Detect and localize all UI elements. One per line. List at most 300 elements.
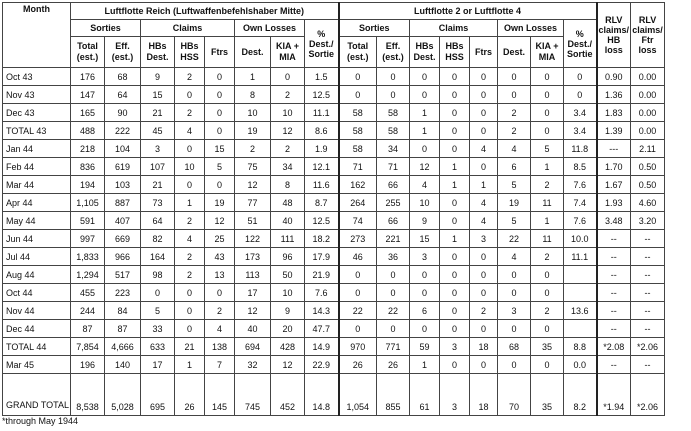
value-cell: 0 — [470, 158, 498, 176]
value-cell: 0.00 — [631, 68, 665, 86]
value-cell: -- — [597, 356, 631, 374]
grand-total-row — [3, 374, 665, 416]
value-cell: 0 — [205, 122, 235, 140]
value-cell: 455 — [71, 284, 105, 302]
value-cell: 221 — [377, 230, 410, 248]
table-row — [3, 194, 665, 212]
month-cell: Mar 45 — [3, 356, 71, 374]
header-kia-mia-2: KIA + MIA — [531, 37, 564, 68]
table-row — [3, 122, 665, 140]
value-cell: 771 — [377, 338, 410, 356]
value-cell: 96 — [271, 248, 305, 266]
value-cell: 22 — [377, 302, 410, 320]
value-cell: 0 — [440, 212, 470, 230]
value-cell: 0 — [339, 266, 377, 284]
value-cell: 165 — [71, 104, 105, 122]
value-cell: 68 — [498, 338, 531, 356]
value-cell: 7,854 — [71, 338, 105, 356]
value-cell: -- — [631, 356, 665, 374]
value-cell: 12.1 — [305, 158, 339, 176]
value-cell: 0 — [440, 356, 470, 374]
header-kia-mia: KIA + MIA — [271, 37, 305, 68]
value-cell: 21.9 — [305, 266, 339, 284]
value-cell: 0 — [175, 320, 205, 338]
value-cell: 12 — [205, 212, 235, 230]
value-cell: 0 — [531, 356, 564, 374]
value-cell: 0 — [498, 266, 531, 284]
value-cell: 0 — [531, 320, 564, 338]
value-cell: 5 — [498, 176, 531, 194]
value-cell: 517 — [105, 266, 141, 284]
month-cell: Oct 43 — [3, 68, 71, 86]
header-total-est: Total (est.) — [71, 37, 105, 68]
value-cell: 0.0 — [564, 356, 597, 374]
value-cell: 71 — [377, 158, 410, 176]
value-cell: 5,028 — [105, 374, 141, 416]
value-cell: 14.3 — [305, 302, 339, 320]
value-cell: 138 — [205, 338, 235, 356]
value-cell: -- — [631, 302, 665, 320]
value-cell: 694 — [235, 338, 271, 356]
value-cell: 3 — [498, 302, 531, 320]
value-cell: 10 — [410, 194, 440, 212]
value-cell: 966 — [105, 248, 141, 266]
value-cell: 1.9 — [305, 140, 339, 158]
value-cell: 8 — [271, 176, 305, 194]
value-cell: 2 — [498, 104, 531, 122]
value-cell: 34 — [377, 140, 410, 158]
value-cell: 273 — [339, 230, 377, 248]
value-cell: 26 — [339, 356, 377, 374]
header-total-est-2: Total (est.) — [339, 37, 377, 68]
value-cell — [564, 266, 597, 284]
month-cell: Oct 44 — [3, 284, 71, 302]
value-cell: 98 — [141, 266, 175, 284]
value-cell: 32 — [235, 356, 271, 374]
value-cell: 0 — [470, 320, 498, 338]
header-eff-est: Eff. (est.) — [105, 37, 141, 68]
value-cell: 0 — [498, 86, 531, 104]
value-cell: 2.11 — [631, 140, 665, 158]
table-row — [3, 356, 665, 374]
month-cell: Jul 44 — [3, 248, 71, 266]
value-cell: 22 — [498, 230, 531, 248]
value-cell: 0 — [410, 284, 440, 302]
value-cell: 176 — [71, 68, 105, 86]
value-cell: 164 — [141, 248, 175, 266]
value-cell: 46 — [339, 248, 377, 266]
value-cell: 0 — [440, 86, 470, 104]
table-row — [3, 284, 665, 302]
value-cell: -- — [631, 320, 665, 338]
value-cell: -- — [631, 284, 665, 302]
value-cell: 10 — [271, 284, 305, 302]
value-cell: 0 — [175, 140, 205, 158]
table-row — [3, 86, 665, 104]
value-cell: 0 — [175, 86, 205, 104]
value-cell: 0 — [531, 122, 564, 140]
value-cell: 0 — [498, 284, 531, 302]
table-row — [3, 230, 665, 248]
value-cell: 0 — [410, 266, 440, 284]
value-cell: 0 — [470, 68, 498, 86]
value-cell: 10 — [235, 104, 271, 122]
value-cell: 90 — [105, 104, 141, 122]
value-cell: 0 — [377, 320, 410, 338]
value-cell: 1,054 — [339, 374, 377, 416]
value-cell: 17 — [141, 356, 175, 374]
value-cell: *2.06 — [631, 374, 665, 416]
value-cell: 0.00 — [631, 86, 665, 104]
value-cell: 147 — [71, 86, 105, 104]
value-cell: 15 — [410, 230, 440, 248]
value-cell: 58 — [339, 122, 377, 140]
value-cell: 0 — [498, 68, 531, 86]
month-cell: May 44 — [3, 212, 71, 230]
value-cell: 11 — [531, 194, 564, 212]
value-cell: 34 — [271, 158, 305, 176]
header-hbs-hss-2: HBs HSS — [440, 37, 470, 68]
value-cell: 47.7 — [305, 320, 339, 338]
value-cell: 162 — [339, 176, 377, 194]
value-cell: 218 — [71, 140, 105, 158]
value-cell: 58 — [339, 140, 377, 158]
value-cell: 40 — [235, 320, 271, 338]
value-cell: 4 — [498, 248, 531, 266]
value-cell: 0 — [564, 86, 597, 104]
value-cell: 1 — [470, 176, 498, 194]
header-sorties: Sorties — [71, 20, 141, 37]
header-ftrs: Ftrs — [205, 37, 235, 68]
header-pct-dest-sortie-2: % Dest./ Sortie — [564, 20, 597, 68]
value-cell: 2 — [175, 248, 205, 266]
table-row — [3, 302, 665, 320]
value-cell: 407 — [105, 212, 141, 230]
value-cell: 0 — [470, 356, 498, 374]
month-cell: Mar 44 — [3, 176, 71, 194]
value-cell: 1 — [440, 230, 470, 248]
value-cell: 0 — [205, 176, 235, 194]
value-cell: 0.50 — [631, 176, 665, 194]
value-cell: 2 — [531, 248, 564, 266]
value-cell: 9 — [141, 68, 175, 86]
value-cell: 4 — [205, 320, 235, 338]
value-cell: 0.00 — [631, 122, 665, 140]
value-cell: 0 — [470, 122, 498, 140]
value-cell: 4 — [470, 212, 498, 230]
value-cell: 1 — [175, 356, 205, 374]
value-cell: 4.60 — [631, 194, 665, 212]
value-cell: 0 — [205, 284, 235, 302]
header-own-losses: Own Losses — [235, 20, 305, 37]
value-cell: 7.6 — [305, 284, 339, 302]
value-cell: 5 — [531, 140, 564, 158]
value-cell: 0 — [531, 104, 564, 122]
value-cell: 0 — [339, 68, 377, 86]
value-cell: 9 — [271, 302, 305, 320]
value-cell: 428 — [271, 338, 305, 356]
value-cell: 15 — [205, 140, 235, 158]
value-cell: 194 — [71, 176, 105, 194]
value-cell: 3 — [440, 374, 470, 416]
value-cell: 58 — [377, 122, 410, 140]
value-cell: 21 — [175, 338, 205, 356]
value-cell: 111 — [271, 230, 305, 248]
value-cell: 21 — [141, 176, 175, 194]
value-cell: 1,294 — [71, 266, 105, 284]
value-cell: 0 — [377, 266, 410, 284]
value-cell: 71 — [339, 158, 377, 176]
value-cell: 5 — [498, 212, 531, 230]
value-cell: 488 — [71, 122, 105, 140]
header-own-losses-2: Own Losses — [498, 20, 564, 37]
value-cell: 1.93 — [597, 194, 631, 212]
value-cell: 22.9 — [305, 356, 339, 374]
value-cell: 66 — [377, 176, 410, 194]
value-cell: -- — [597, 266, 631, 284]
month-cell: Dec 44 — [3, 320, 71, 338]
value-cell: 2 — [175, 68, 205, 86]
value-cell: *1.94 — [597, 374, 631, 416]
value-cell: 0 — [440, 320, 470, 338]
value-cell: --- — [597, 140, 631, 158]
value-cell: 0 — [410, 68, 440, 86]
value-cell: 61 — [410, 374, 440, 416]
value-cell: 11.8 — [564, 140, 597, 158]
value-cell: 2 — [531, 302, 564, 320]
value-cell: 3.20 — [631, 212, 665, 230]
value-cell: 887 — [105, 194, 141, 212]
value-cell: 0 — [440, 122, 470, 140]
value-cell: 59 — [410, 338, 440, 356]
header-sorties-2: Sorties — [339, 20, 410, 37]
value-cell: 0 — [377, 68, 410, 86]
value-cell: 0 — [531, 266, 564, 284]
value-cell: 695 — [141, 374, 175, 416]
month-cell: Apr 44 — [3, 194, 71, 212]
value-cell: 1.39 — [597, 122, 631, 140]
value-cell: 12 — [235, 176, 271, 194]
value-cell: 4 — [470, 140, 498, 158]
value-cell: 3.4 — [564, 104, 597, 122]
value-cell: 12.5 — [305, 86, 339, 104]
value-cell: 87 — [71, 320, 105, 338]
value-cell: 0 — [205, 104, 235, 122]
value-cell: 1.5 — [305, 68, 339, 86]
value-cell: 87 — [105, 320, 141, 338]
value-cell: 3.48 — [597, 212, 631, 230]
value-cell — [564, 284, 597, 302]
header-hbs-hss: HBs HSS — [175, 37, 205, 68]
value-cell: 145 — [205, 374, 235, 416]
value-cell: 0.50 — [631, 158, 665, 176]
value-cell: 8,538 — [71, 374, 105, 416]
value-cell: 4 — [175, 230, 205, 248]
value-cell: 84 — [105, 302, 141, 320]
value-cell: 21 — [141, 104, 175, 122]
value-cell: 0 — [205, 68, 235, 86]
value-cell: 0 — [470, 284, 498, 302]
value-cell: 0 — [498, 320, 531, 338]
value-cell: 619 — [105, 158, 141, 176]
value-cell: 58 — [377, 104, 410, 122]
value-cell: 6 — [410, 302, 440, 320]
value-cell: 13 — [205, 266, 235, 284]
value-cell: *2.08 — [597, 338, 631, 356]
value-cell: 35 — [531, 374, 564, 416]
value-cell: 43 — [205, 248, 235, 266]
value-cell: 196 — [71, 356, 105, 374]
value-cell: 0 — [564, 68, 597, 86]
value-cell: 970 — [339, 338, 377, 356]
value-cell: 10 — [175, 158, 205, 176]
value-cell: 40 — [271, 212, 305, 230]
value-cell: -- — [597, 284, 631, 302]
value-cell: 1,833 — [71, 248, 105, 266]
value-cell: 13.6 — [564, 302, 597, 320]
value-cell: 68 — [105, 68, 141, 86]
value-cell: 0 — [410, 140, 440, 158]
value-cell: -- — [597, 302, 631, 320]
value-cell: 0 — [440, 284, 470, 302]
value-cell: 58 — [339, 104, 377, 122]
value-cell: 3 — [470, 230, 498, 248]
value-cell: 8.6 — [305, 122, 339, 140]
value-cell: 0 — [470, 248, 498, 266]
value-cell: *2.06 — [631, 338, 665, 356]
value-cell: 1 — [235, 68, 271, 86]
header-pct-dest-sortie: % Dest./ Sortie — [305, 20, 339, 68]
month-cell: Jun 44 — [3, 230, 71, 248]
value-cell: -- — [597, 230, 631, 248]
value-cell: 0 — [531, 284, 564, 302]
value-cell: 2 — [175, 212, 205, 230]
value-cell: 0.90 — [597, 68, 631, 86]
value-cell: 1.70 — [597, 158, 631, 176]
value-cell: 4 — [470, 194, 498, 212]
value-cell: 12 — [271, 356, 305, 374]
value-cell: 0 — [440, 140, 470, 158]
month-cell: TOTAL 43 — [3, 122, 71, 140]
value-cell: 0 — [339, 284, 377, 302]
header-claims: Claims — [141, 20, 235, 37]
value-cell: 0 — [377, 284, 410, 302]
value-cell: 2 — [271, 86, 305, 104]
value-cell: 0 — [531, 86, 564, 104]
value-cell: 244 — [71, 302, 105, 320]
value-cell: 3.4 — [564, 122, 597, 140]
table-row — [3, 320, 665, 338]
value-cell: 1 — [410, 122, 440, 140]
table-row — [3, 338, 665, 356]
value-cell: 18.2 — [305, 230, 339, 248]
header-ftrs-2: Ftrs — [470, 37, 498, 68]
value-cell: 12.5 — [305, 212, 339, 230]
value-cell: 0 — [175, 176, 205, 194]
value-cell: 64 — [105, 86, 141, 104]
value-cell: 222 — [105, 122, 141, 140]
value-cell: 0 — [339, 320, 377, 338]
value-cell: 66 — [377, 212, 410, 230]
value-cell: 7.4 — [564, 194, 597, 212]
table-row — [3, 68, 665, 86]
value-cell: 9 — [410, 212, 440, 230]
value-cell: 745 — [235, 374, 271, 416]
value-cell: 0 — [470, 104, 498, 122]
value-cell: 11 — [531, 230, 564, 248]
value-cell: 75 — [235, 158, 271, 176]
value-cell: 48 — [271, 194, 305, 212]
month-cell: Feb 44 — [3, 158, 71, 176]
value-cell: 18 — [470, 374, 498, 416]
footnote: *through May 1944 — [2, 416, 79, 426]
value-cell: 20 — [271, 320, 305, 338]
value-cell: 5 — [141, 302, 175, 320]
value-cell: 4,666 — [105, 338, 141, 356]
value-cell: 8.7 — [305, 194, 339, 212]
value-cell: 8 — [235, 86, 271, 104]
value-cell: 2 — [531, 176, 564, 194]
header-group-reich: Luftflotte Reich (Luftwaffenbefehlshaber Mitte) — [71, 3, 339, 20]
header-month: Month — [3, 3, 71, 68]
value-cell: 19 — [498, 194, 531, 212]
value-cell: 8.5 — [564, 158, 597, 176]
value-cell: 452 — [271, 374, 305, 416]
value-cell: 25 — [205, 230, 235, 248]
value-cell: 591 — [71, 212, 105, 230]
value-cell — [564, 320, 597, 338]
value-cell: 19 — [205, 194, 235, 212]
value-cell: 140 — [105, 356, 141, 374]
value-cell: 7.6 — [564, 176, 597, 194]
value-cell: 64 — [141, 212, 175, 230]
value-cell: 51 — [235, 212, 271, 230]
header-rlv-claims-ftr: RLV claims/ Ftr loss — [631, 3, 665, 68]
value-cell: 74 — [339, 212, 377, 230]
table-row — [3, 248, 665, 266]
value-cell: 26 — [175, 374, 205, 416]
month-cell: TOTAL 44 — [3, 338, 71, 356]
value-cell: 1,105 — [71, 194, 105, 212]
table-row — [3, 104, 665, 122]
value-cell: 0 — [410, 86, 440, 104]
value-cell: 107 — [141, 158, 175, 176]
value-cell: 104 — [105, 140, 141, 158]
value-cell: 33 — [141, 320, 175, 338]
value-cell: 103 — [105, 176, 141, 194]
value-cell: 26 — [377, 356, 410, 374]
value-cell: 0 — [440, 194, 470, 212]
value-cell: 82 — [141, 230, 175, 248]
table-row — [3, 158, 665, 176]
value-cell: 1 — [531, 158, 564, 176]
value-cell: 0 — [440, 248, 470, 266]
header-eff-est-2: Eff. (est.) — [377, 37, 410, 68]
value-cell: 0 — [440, 302, 470, 320]
value-cell: -- — [631, 248, 665, 266]
month-cell: GRAND TOTAL — [3, 374, 71, 416]
value-cell: 0 — [470, 266, 498, 284]
value-cell: 1 — [410, 356, 440, 374]
value-cell: 633 — [141, 338, 175, 356]
value-cell: 855 — [377, 374, 410, 416]
value-cell: 0 — [271, 68, 305, 86]
month-cell: Jan 44 — [3, 140, 71, 158]
value-cell: 10 — [271, 104, 305, 122]
value-cell: 0 — [377, 86, 410, 104]
value-cell: 173 — [235, 248, 271, 266]
value-cell: 11.1 — [564, 248, 597, 266]
